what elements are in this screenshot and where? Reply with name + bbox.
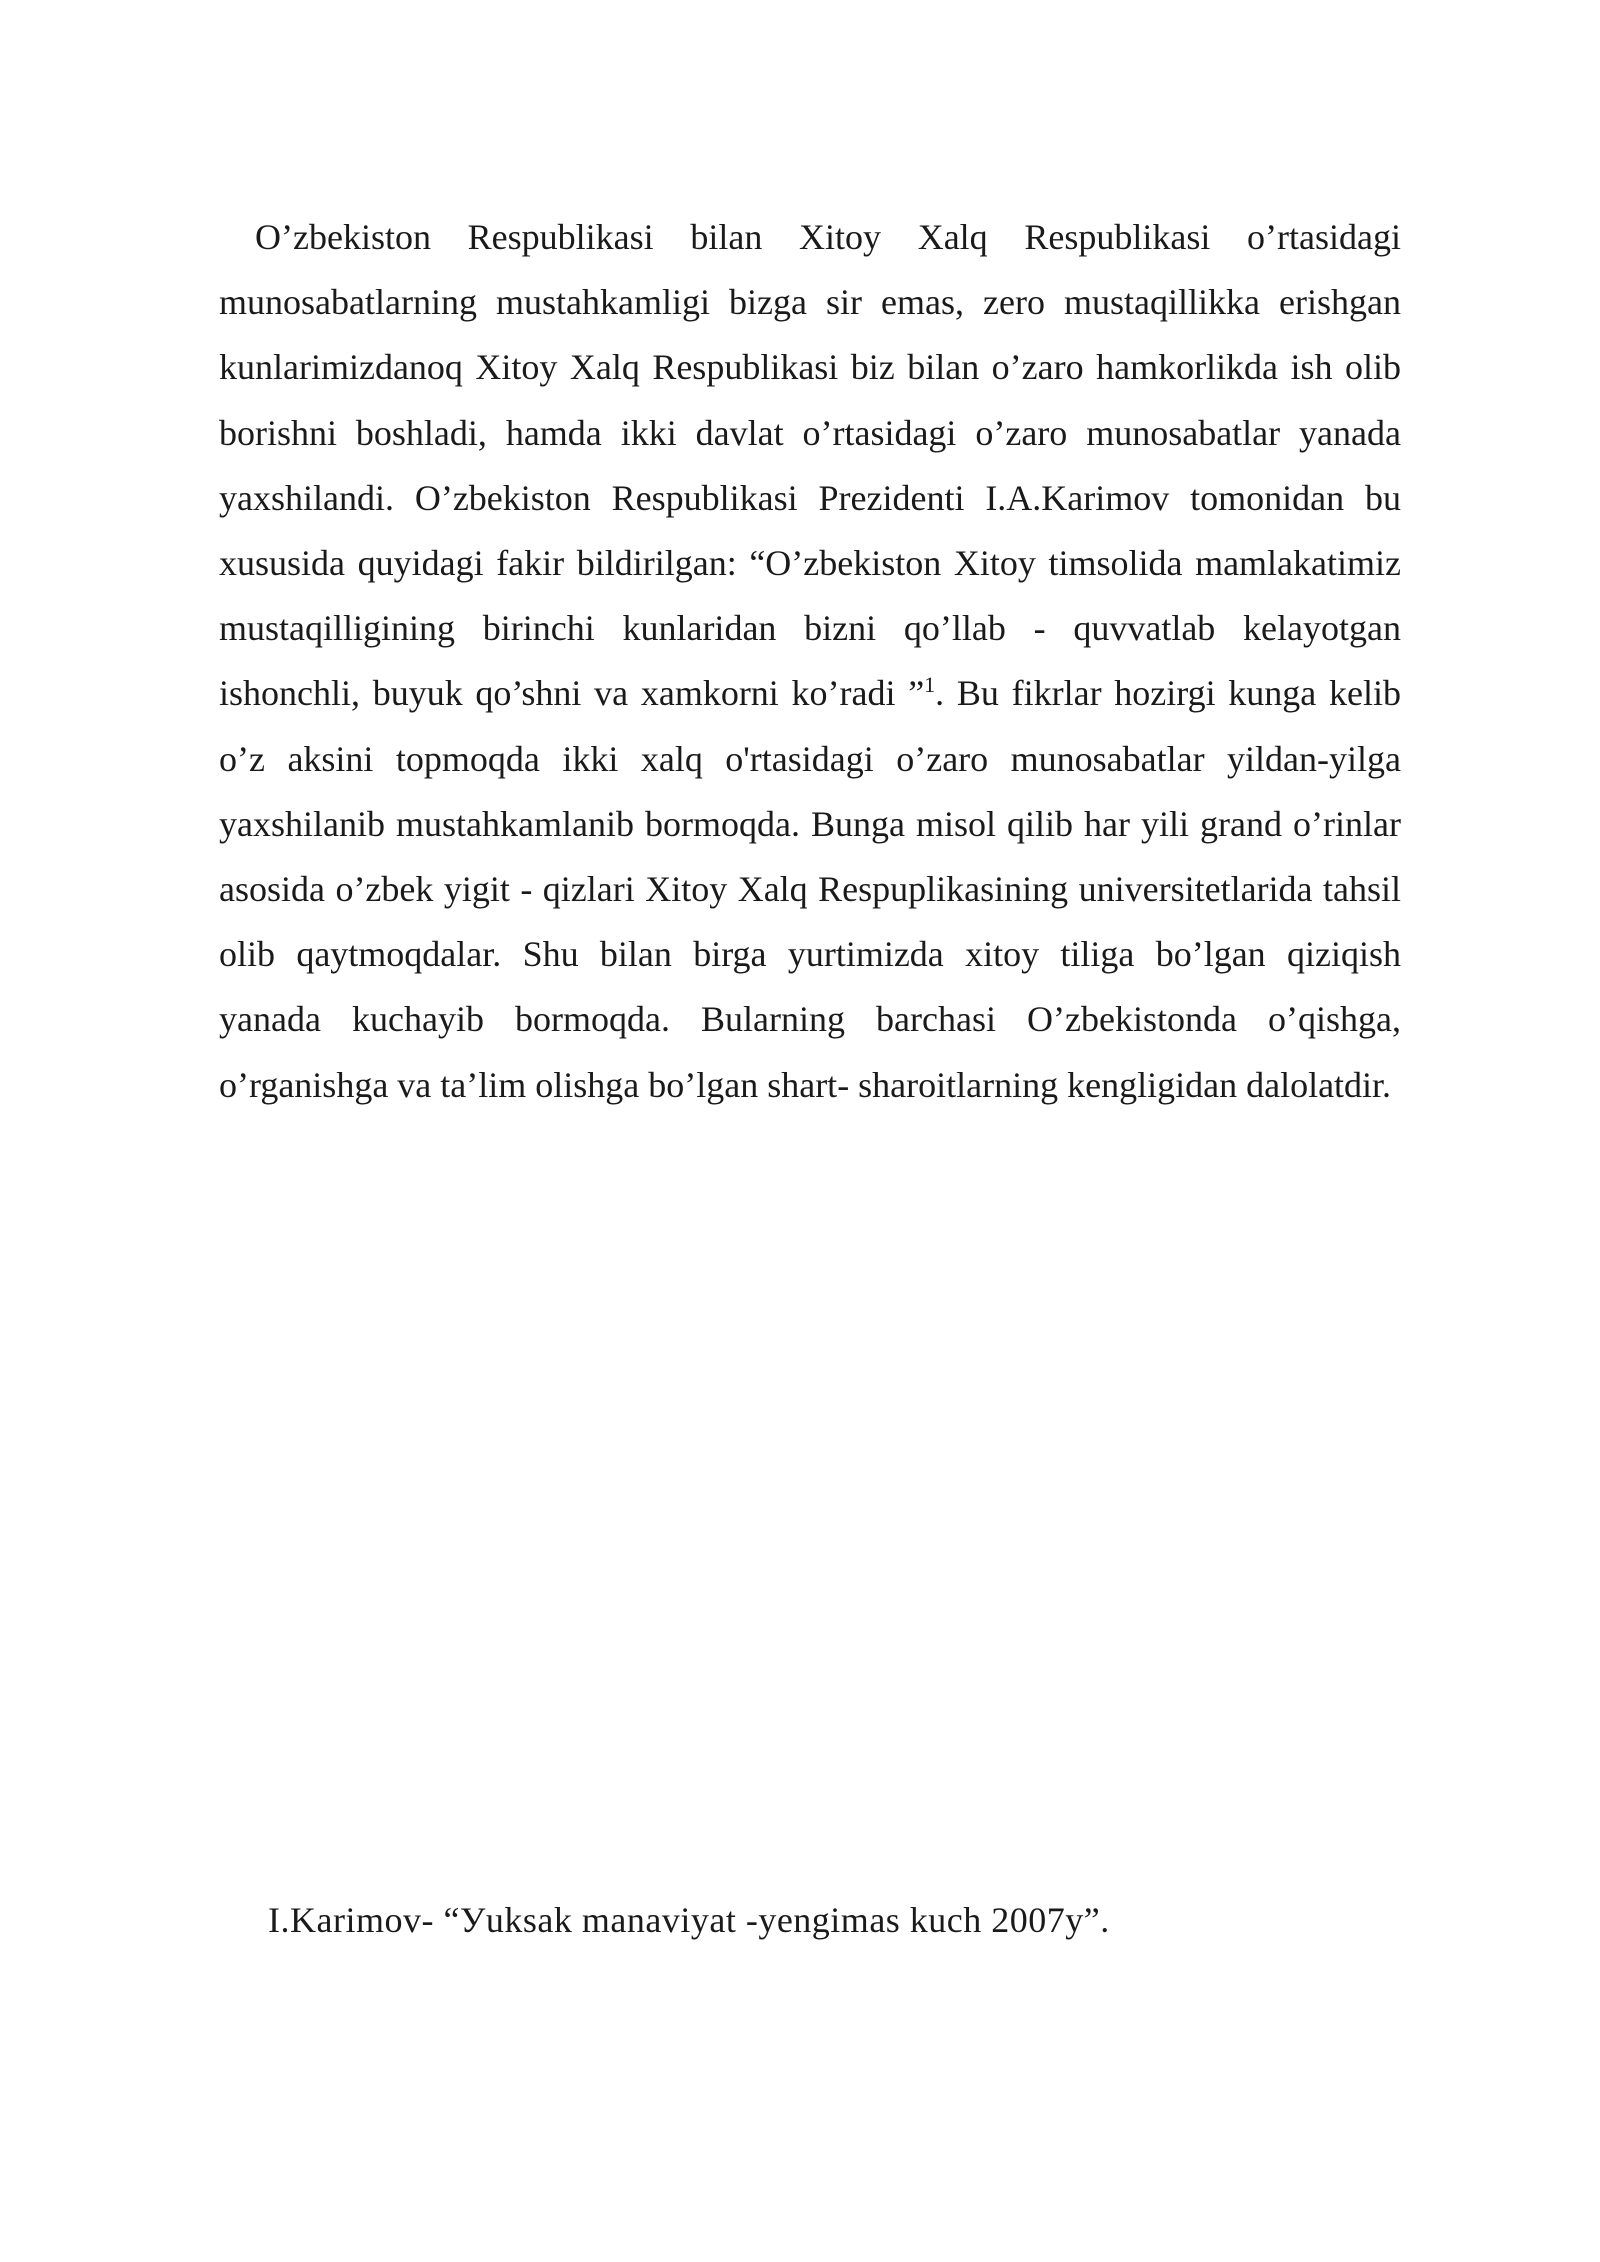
paragraph-text-part-1: O’zbekiston Respublikasi bilan Xitoy Xalq Respublikasi o’rtasidagi munosabatlarning mustahkamligi bizga sir emas, zero mustaqillikka erishgan kunlarimizdanoq Xitoy Xalq Respublikasi biz bilan o’zaro hamkorlikda ish olib borishni boshladi, hamda ikki davlat o’rtasidagi o’zaro munosabatlar yanada yaxshilandi. O’zbekiston Respublikasi Prezidenti I.A.Karimov tomonidan bu xususida quyidagi fakir bildirilgan: “O’zbekiston Xitoy timsolida mamlakatimiz mustaqilligining birinchi kunlaridan bizni qo’llab - quvvatlab kelayotgan ishonchli, buyuk qo’shni va xamkorni ko’radi ” (219, 217, 1401, 714)
footnote-text: I.Karimov- “Уuksak manaviyat -yengimas kuch 2007y”. (268, 1900, 1110, 1940)
footnote-reference: 1 (924, 672, 936, 698)
paragraph-text-part-2: . Bu fikrlar hozirgi kunga kelib o’z aksini topmoqda ikki xalq o'rtasidagi o’zaro munosabatlar yildan-yilga yaxshilanib mustahkamlanib bormoqda. Bunga misol qilib har yili grand o’rinlar asosida o’zbek yigit - qizlari Xitoy Xalq Respuplikasining universitetlarida tahsil olib qaytmoqdalar. Shu bilan birga yurtimizda xitoy tiliga bo’lgan qiziqish yanada kuchayib bormoqda. Bularning barchasi O’zbekistonda o’qishga, o’rganishga va ta’lim olishga bo’lgan shart- sharoitlarning kengligidan dalolatdir. (219, 673, 1401, 1105)
body-paragraph (219, 205, 1401, 1118)
